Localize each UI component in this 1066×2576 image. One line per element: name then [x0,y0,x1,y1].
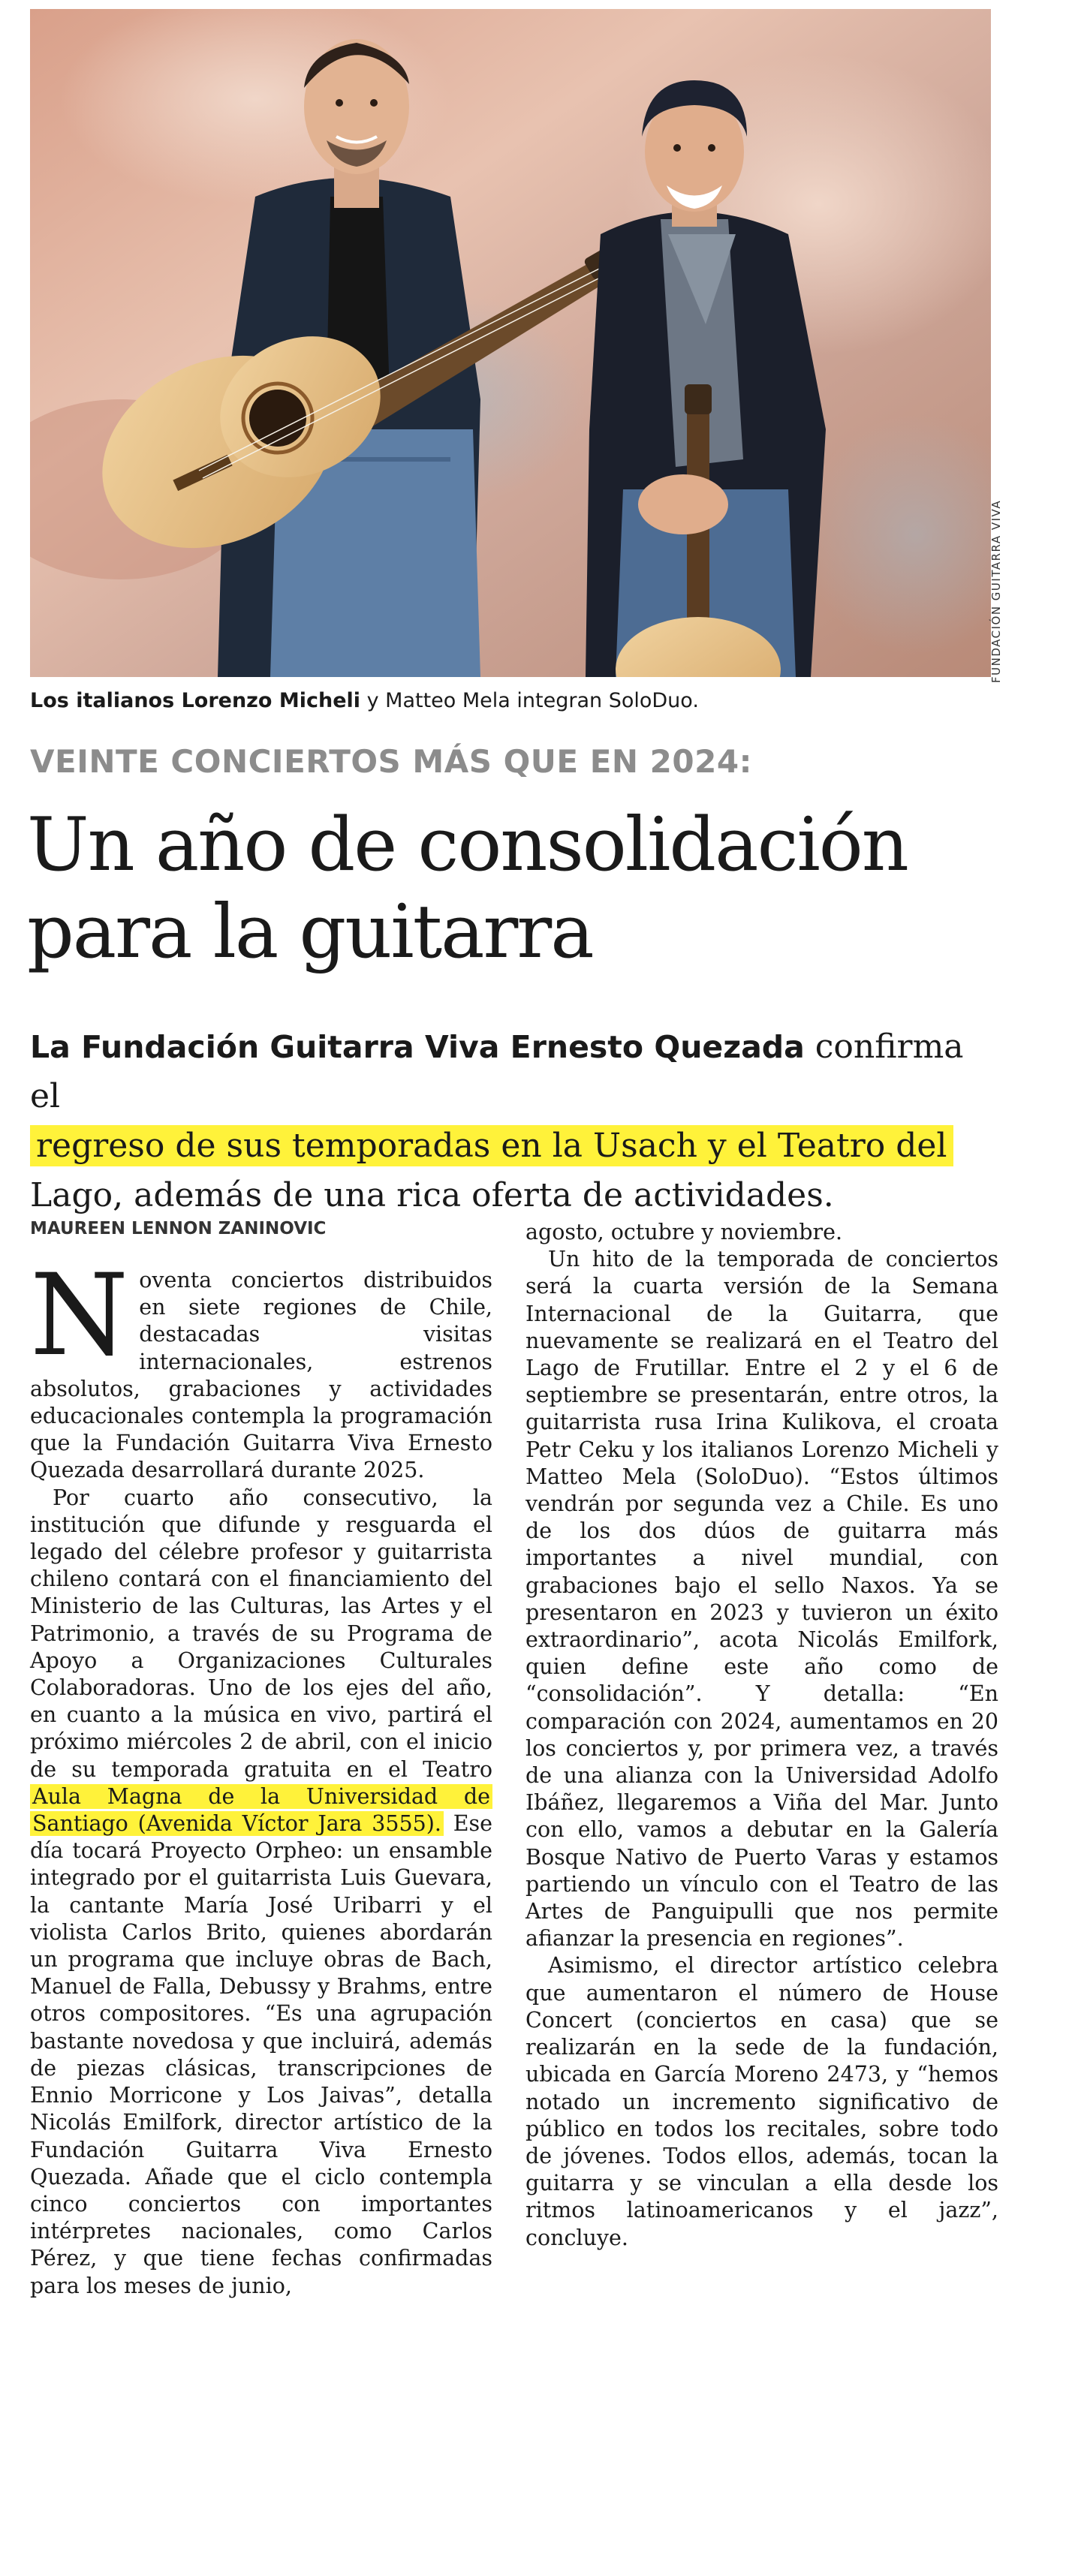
paragraph [30,1250,492,1485]
headline-line-1: Un año de consolidación [27,802,908,888]
headline-line-2: para la guitarra [27,889,593,975]
deck-part-2: Lago, además de una rica oferta de actividades. [30,1176,834,1214]
article-column-2 [525,1219,998,2252]
paragraph: Un hito de la temporada de conciertos será la cuarta versión de la Semana Internacional de la Guitarra, que nuevamente se realizará en el Teatro del Lago de Frutillar. Entre el 2 y el 6 de septiembre se presentarán, entre otros, la guitarrista rusa Irina Kulikova, el croata Petr Ceku y los italianos Lorenzo Micheli y Matteo Mela (SoloDuo). “Estos últimos vendrán por segunda vez a Chile. Es uno de los dos dúos de guitarra más importantes a nivel mundial, con grabaciones bajo el sello Naxos. Ya se presentaron en 2023 y tuvieron un éxito extraordinario”, acota Nicolás Emilfork, quien define este año como de “consolidación”. Y detalla: “En comparación con 2024, aumentamos en 20 los conciertos y, por primera vez, a través de una alianza con la Universidad Adolfo Ibáñez, llegaremos a Viña del Mar. Junto con ello, vamos a debutar en la Galería Bosque Nativo de Puerto Varas y estamos partiendo un vínculo con el Teatro de las Artes de Panguipulli que nos permite afianzar la presencia en regiones”. [525,1247,998,1952]
photo-caption [30,689,991,712]
paragraph-text: oventa conciertos distribuidos en siete regiones de Chile, destacadas visitas internacionales, estrenos absolutos, grabaciones y actividades educacionales contempla la programación que la Fundación Guitarra Viva Ernesto Quezada desarrollará durante 2025. [30,1268,492,1483]
headline [27,802,1003,976]
paragraph-text: Por cuarto año consecutivo, la institución que difunde y resguarda el legado del célebre profesor y guitarrista chileno contará con el financiamiento del Ministerio de las Culturas, las Artes y el Patrimonio, a través de su Programa de Apoyo a Organizaciones Culturales Colaboradoras. Uno de los ejes del año, en cuanto a la música en vivo, partirá el próximo miércoles 2 de abril, con el inicio de su temporada gratuita en el Teatro [30,1485,492,1782]
article-photo [30,9,991,677]
caption-bold: Los italianos Lorenzo Micheli [30,689,361,712]
venue-highlight: Aula Magna de la Universidad de Santiago (Avenida Víctor Jara 3555). [30,1784,492,1836]
caption-rest: y Matteo Mela integran SoloDuo. [360,689,699,712]
deck-highlight: regreso de sus temporadas en la Usach y el Teatro del [30,1125,953,1166]
paragraph: Asimismo, el director artístico celebra que aumentaron el número de House Concert (conciertos en casa) que se realizarán en la sede de la fundación, ubicada en García Moreno 2473, y “hemos notado un incremento significativo de público en todos los recitales, sobre todo de jóvenes. Todos ellos, además, tocan la guitarra y se vinculan a ella desde los ritmos latinoamericanos y el jazz”, concluye. [525,1953,998,2250]
duo-photo-illustration [30,9,991,677]
deck-part-1: confirma el [30,1028,964,1115]
paragraph: agosto, octubre y noviembre. [525,1220,843,1244]
paragraph [30,1485,492,2300]
drop-cap: N [30,1250,129,1381]
kicker: VEINTE CONCIERTOS MÁS QUE EN 2024: [30,743,752,780]
paragraph-text: Ese día tocará Proyecto Orpheo: un ensamble integrado por el guitarrista Luis Guevara, la cantante María José Uribarri y el violista Carlos Brito, quienes abordarán un programa que incluye obras de Bach, Manuel de Falla, Debussy y Brahms, entre otros compositores. “Es una agrupación bastante novedosa y que incluirá, además de piezas clásicas, transcripciones de Ennio Morricone y Los Jaivas”, detalla Nicolás Emilfork, director artístico de la Fundación Guitarra Viva Ernesto Quezada. Añade que el ciclo contempla cinco conciertos con importantes intérpretes nacionales, como Carlos Pérez, y que tiene fechas confirmadas para los meses de junio, [30,1811,493,2298]
deck-lead: La Fundación Guitarra Viva Ernesto Quezada [30,1029,805,1065]
deck [30,1022,998,1220]
photo-credit: FUNDACIÓN GUITARRA VIVA [989,499,1003,683]
byline: MAUREEN LENNON ZANINOVIC [30,1219,327,1238]
article-column-1 [30,1250,493,2300]
